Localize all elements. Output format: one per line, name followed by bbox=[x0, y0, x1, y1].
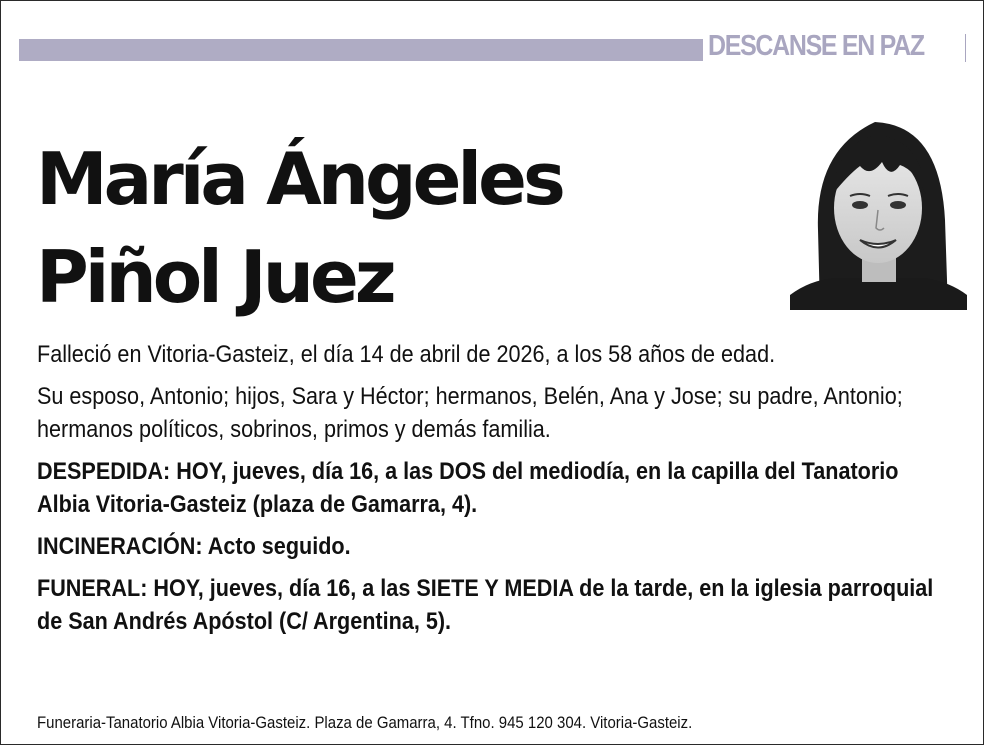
funeral-info: FUNERAL: HOY, jueves, día 16, a las SIETE Y MEDIA de la tarde, en la iglesia parroquial de San Andrés Apóstol (C/ Argentina, 5). bbox=[37, 575, 934, 635]
kicker-divider bbox=[965, 34, 966, 62]
portrait-photo bbox=[790, 110, 967, 310]
incineracion-info: INCINERACIÓN: Acto seguido. bbox=[37, 533, 351, 560]
section-kicker: DESCANSE EN PAZ bbox=[708, 30, 924, 62]
deceased-name bbox=[36, 130, 562, 326]
funeral-home-footer: Funeraria-Tanatorio Albia Vitoria-Gasteiz. Plaza de Gamarra, 4. Tfno. 945 120 304. Vitoria-Gasteiz. bbox=[37, 713, 693, 732]
despedida-info: DESPEDIDA: HOY, jueves, día 16, a las DOS del mediodía, en la capilla del Tanatorio Albia Vitoria-Gasteiz (plaza de Gamarra, 4). bbox=[37, 458, 899, 518]
death-notice: Falleció en Vitoria-Gasteiz, el día 14 de abril de 2026, a los 58 años de edad. bbox=[37, 341, 776, 368]
obituary-body bbox=[37, 338, 957, 647]
name-line-2: Piñol Juez bbox=[36, 235, 393, 319]
name-line-1: María Ángeles bbox=[36, 137, 562, 221]
family-members: Su esposo, Antonio; hijos, Sara y Héctor; hermanos, Belén, Ana y Jose; su padre, Antonio; hermanos políticos, sobrinos, primos y demás familia. bbox=[37, 383, 903, 443]
header-bar bbox=[19, 39, 703, 61]
portrait-image-icon bbox=[790, 110, 967, 310]
